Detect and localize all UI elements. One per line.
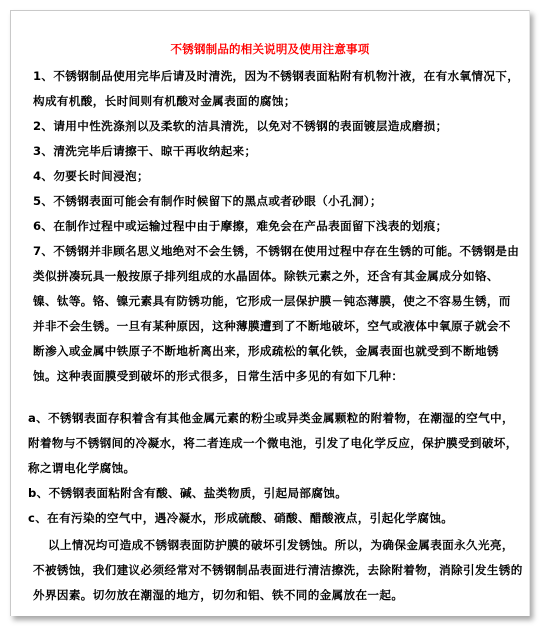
item-7: 7、不锈钢并非顾名思义地绝对不会生锈，不锈钢在使用过程中存在生锈的可能。不锈钢是由类似拼凑玩具一般按原子排列组成的水晶固体。除铁元素之外，还含有其金属成分如铬、镍、钛等。铬、镍元素具有防锈功能，它形成一层保护膜－钝态薄膜，使之不容易生锈，而并非不会生锈。一旦有某种原因，这种薄膜遭到了不断地破坏，空气或液体中氧原子就会不断渗入或金属中铁原子不断地析离出来，形成疏松的氧化铁，金属表面也就受到不断地锈蚀。这种表面膜受到破坏的形式很多，日常生活中多见的有如下几种： [33,244,520,383]
sub-item-b: b、不锈钢表面粘附含有酸、碱、盐类物质，引起局部腐蚀。 [28,486,348,500]
item-1: 1、不锈钢制品使用完毕后请及时清洗，因为不锈钢表面粘附有机物汁液，在有水氧情况下，构成有机酸，长时间则有机酸对金属表面的腐蚀； [33,69,520,108]
item-5: 5、不锈钢表面可能会有制作时候留下的黑点或者砂眼（小孔洞）； [33,194,382,208]
sub-item-c: c、在有污染的空气中，遇冷凝水，形成硫酸、硝酸、醋酸液点，引起化学腐蚀。 [28,511,454,525]
item-4: 4、勿要长时间浸泡； [33,169,149,183]
sub-item-a: a、不锈钢表面存积着含有其他金属元素的粉尘或异类金属颗粒的附着物，在潮湿的空气中，附着物与不锈钢间的冷凝水，将二者连成一个微电池，引发了电化学反应，保护膜受到破坏，称之谓电化学腐蚀。 [28,411,518,475]
conclusion-paragraph: 以上情况均可造成不锈钢表面防护膜的破坏引发锈蚀。所以，为确保金属表面永久光亮，不被锈蚀，我们建议必须经常对不锈钢制品表面进行清洁擦洗，去除附着物，消除引发生锈的外界因素。切勿放在潮湿的地方，切勿和铝、铁不同的金属放在一起。 [33,538,523,602]
document-page [10,10,530,616]
item-2: 2、请用中性洗涤剂以及柔软的洁具清洗，以免对不锈钢的表面镀层造成磨损； [33,119,448,133]
item-6: 6、在制作过程中或运输过程中由于摩擦，难免会在产品表面留下浅表的划痕； [33,219,448,233]
document-title: 不锈钢制品的相关说明及使用注意事项 [170,42,370,56]
item-3: 3、清洗完毕后请擦干、晾干再收纳起来； [33,144,257,158]
